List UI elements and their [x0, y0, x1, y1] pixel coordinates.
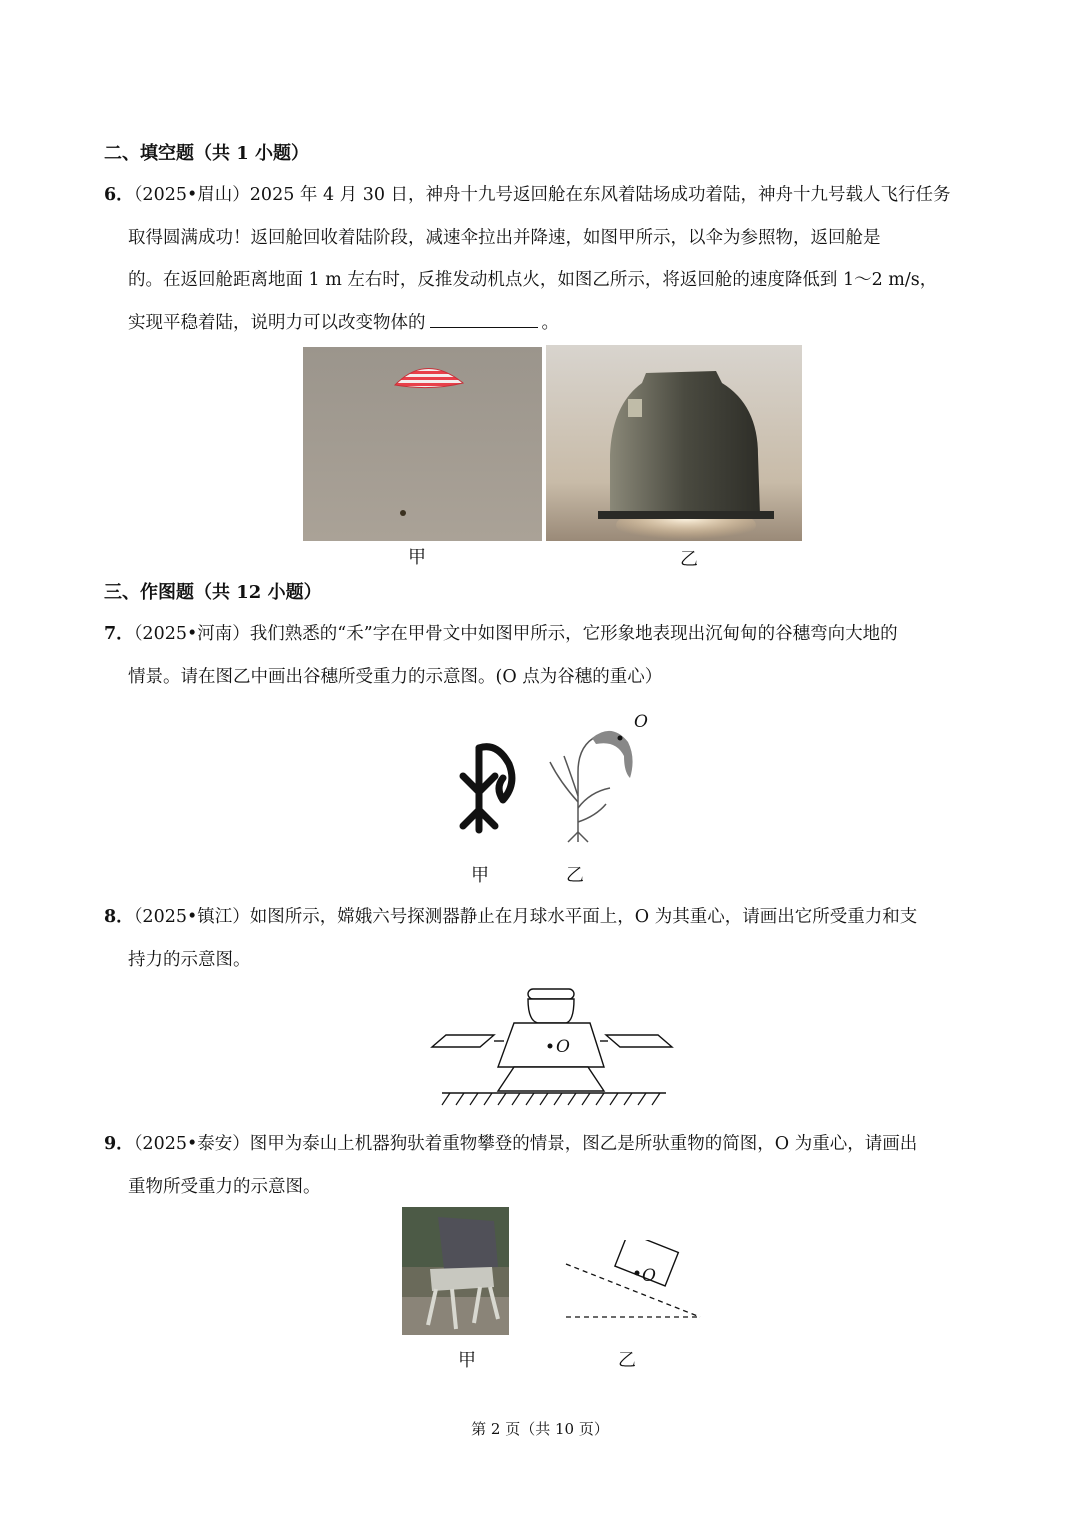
figure-6-caption-a: 甲	[408, 547, 426, 568]
center-of-gravity-dot	[548, 1044, 553, 1049]
question-8-line-2: 持力的示意图。	[128, 950, 251, 970]
question-6-line-4	[128, 309, 559, 334]
question-8-line-1	[104, 903, 917, 928]
figure-7-caption-b: 乙	[566, 865, 584, 886]
question-9-number: 9．	[104, 1134, 134, 1154]
center-of-gravity-dot	[618, 736, 623, 741]
section-heading-fill-blank: 二、填空题（共 1 小题）	[104, 143, 310, 164]
lander-diagram	[428, 985, 678, 1110]
figure-9-caption-b: 乙	[618, 1350, 636, 1371]
oracle-bone-character	[455, 738, 527, 838]
grain-ear-icon	[592, 731, 633, 778]
capsule-photo	[546, 345, 802, 541]
question-6-end: 。	[541, 313, 559, 333]
question-6-line-3: 的。在返回舱距离地面 1 m 左右时，反推发动机点火，如图乙所示，将返回舱的速度降低到 1～2 m/s，	[128, 270, 938, 290]
figure-9-caption-a: 甲	[458, 1350, 476, 1371]
section-heading-drawing: 三、作图题（共 12 小题）	[104, 582, 322, 603]
figure-6-caption-b: 乙	[680, 549, 698, 570]
question-6-line-1	[104, 181, 951, 206]
point-o-label: O	[556, 1037, 570, 1057]
cargo-box-icon	[438, 1217, 498, 1269]
point-o-label: O	[642, 1266, 656, 1286]
question-7-text-1: （2025•河南）我们熟悉的“禾”字在甲骨文中如图甲所示，它形象地表现出沉甸甸的谷穗弯向大地的	[133, 624, 898, 644]
robot-dog-photo	[402, 1207, 509, 1335]
question-8-text-1: （2025•镇江）如图所示，嫦娥六号探测器静止在月球水平面上，O 为其重心，请画出它所受重力和支	[133, 907, 918, 927]
question-9-text-1: （2025•泰安）图甲为泰山上机器狗驮着重物攀登的情景，图乙是所驮重物的简图，O 为重心，请画出	[133, 1134, 918, 1154]
question-7-line-2: 情景。请在图乙中画出谷穗所受重力的示意图。(O 点为谷穗的重心）	[128, 667, 663, 687]
page-footer: 第 2 页（共 10 页）	[471, 1420, 609, 1438]
question-6-text-1: （2025•眉山）2025 年 4 月 30 日，神舟十九号返回舱在东风着陆场成功着陆，神舟十九号载人飞行任务	[133, 185, 951, 205]
center-of-gravity-dot	[635, 1271, 640, 1276]
question-9-line-2: 重物所受重力的示意图。	[128, 1177, 321, 1197]
capsule-dot	[400, 510, 406, 516]
figure-7-caption-a: 甲	[471, 865, 489, 886]
point-o-label: O	[634, 712, 648, 732]
question-9-line-1	[104, 1130, 917, 1155]
question-6-number: 6．	[104, 185, 134, 205]
question-8-number: 8．	[104, 907, 134, 927]
question-6-line-2: 取得圆满成功！返回舱回收着陆阶段，减速伞拉出并降速，如图甲所示，以伞为参照物，返回舱是	[128, 228, 881, 248]
rice-plant-drawing	[540, 712, 650, 852]
incline-box-diagram	[560, 1240, 705, 1320]
question-6-text-4: 实现平稳着陆，说明力可以改变物体的	[128, 313, 426, 333]
question-7-number: 7．	[104, 624, 134, 644]
parachute-photo	[303, 347, 542, 541]
question-7-line-1	[104, 620, 898, 645]
answer-blank[interactable]	[430, 313, 538, 328]
